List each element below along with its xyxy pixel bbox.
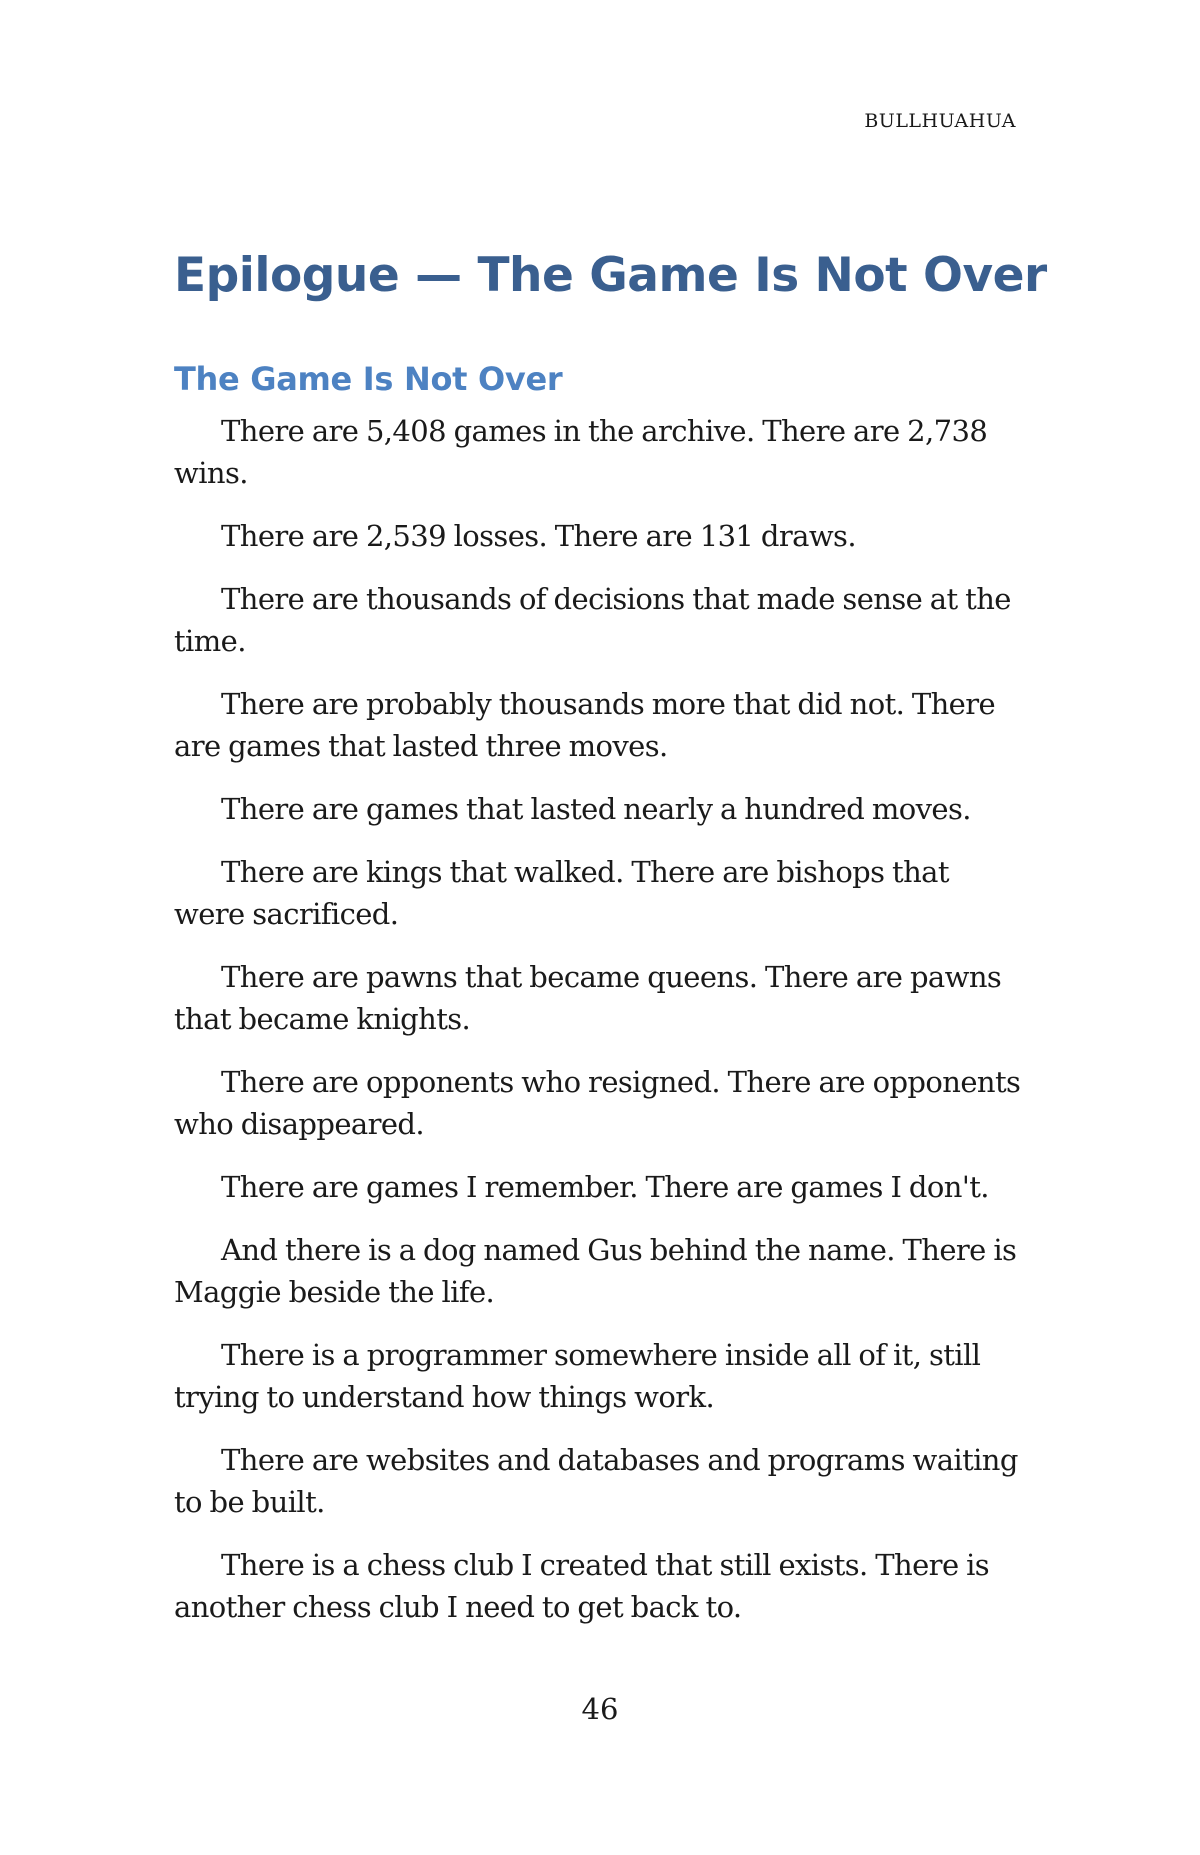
section-title: The Game Is Not Over xyxy=(174,360,563,398)
paragraph-12: There are websites and databases and programs waiting to be built. xyxy=(174,1443,1018,1519)
paragraph-3: There are thousands of decisions that made sense at the time. xyxy=(174,582,1011,658)
body-text xyxy=(174,410,1026,1649)
paragraph-6: There are kings that walked. There are bishops that were sacrificed. xyxy=(174,855,949,931)
paragraph-2: There are 2,539 losses. There are 131 draws. xyxy=(221,519,856,553)
paragraph-9: There are games I remember. There are games I don't. xyxy=(221,1170,989,1204)
paragraph-4: There are probably thousands more that did not. There are games that lasted three moves. xyxy=(174,687,996,763)
paragraph-5: There are games that lasted nearly a hundred moves. xyxy=(221,792,971,826)
paragraph-10: And there is a dog named Gus behind the name. There is Maggie beside the life. xyxy=(174,1233,1017,1309)
chapter-title: Epilogue — The Game Is Not Over xyxy=(174,248,1047,303)
paragraph-11: There is a programmer somewhere inside all of it, still trying to understand how things work. xyxy=(174,1338,981,1414)
paragraph-8: There are opponents who resigned. There are opponents who disappeared. xyxy=(174,1065,1021,1141)
page-number: 46 xyxy=(581,1692,619,1726)
running-head: BULLHUAHUA xyxy=(864,110,1016,132)
paragraph-7: There are pawns that became queens. There are pawns that became knights. xyxy=(174,960,1002,1036)
paragraph-1: There are 5,408 games in the archive. There are 2,738 wins. xyxy=(174,414,988,490)
paragraph-13: There is a chess club I created that still exists. There is another chess club I need to get back to. xyxy=(174,1548,990,1624)
